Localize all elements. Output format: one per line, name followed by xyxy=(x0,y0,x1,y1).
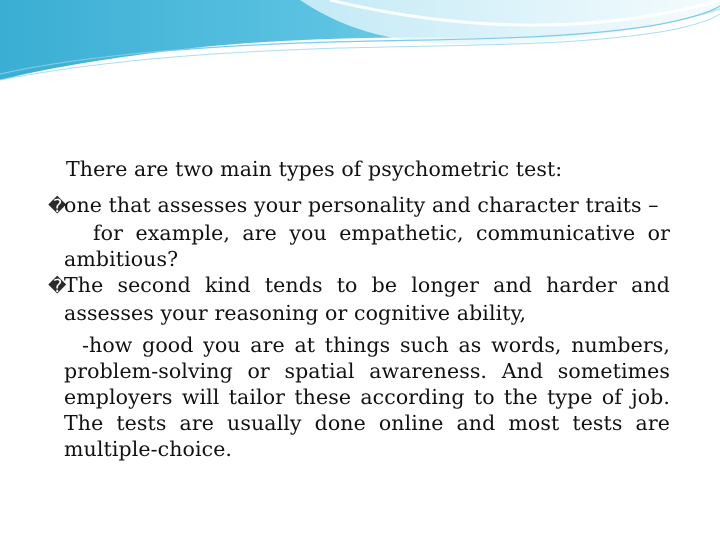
bullet-icon: � xyxy=(48,276,67,297)
bullet-item-reasoning xyxy=(48,272,670,326)
detail-line-5: multiple-choice. xyxy=(64,437,233,461)
bullet-1-line-1: one that assesses your personality and character traits – xyxy=(64,193,659,217)
detail-line-2: problem-solving or spatial awareness. And sometimes xyxy=(64,359,670,383)
bullet-2-line-2: assesses your reasoning or cognitive ability, xyxy=(64,301,527,325)
bullet-1-line-3: ambitious? xyxy=(64,247,179,271)
bullet-1-line-2: for example, are you empathetic, communicative or xyxy=(93,221,670,245)
bullet-icon: � xyxy=(48,196,67,217)
header-wave-decoration xyxy=(0,0,720,90)
detail-paragraph xyxy=(48,332,670,462)
bullet-2-line-1: The second kind tends to be longer and harder and xyxy=(64,273,670,297)
bullet-item-personality xyxy=(48,192,670,272)
detail-line-1: -how good you are at things such as words, numbers, xyxy=(82,333,670,357)
detail-line-3: employers will tailor these according to the type of job. xyxy=(64,385,670,409)
body-text xyxy=(48,156,670,462)
intro-text: There are two main types of psychometric test: xyxy=(66,157,563,181)
detail-line-4: The tests are usually done online and most tests are xyxy=(64,411,670,435)
